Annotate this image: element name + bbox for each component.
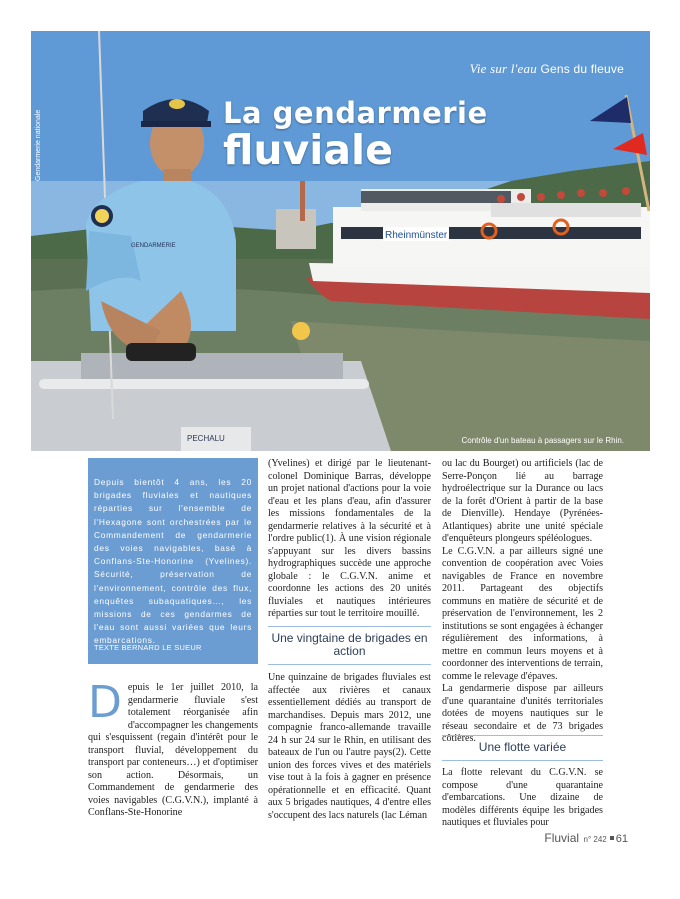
photo-caption: Contrôle d'un bateau à passagers sur le Rhin.: [461, 436, 624, 445]
body-paragraph-2: (Yvelines) et dirigé par le lieutenant-colonel Dominique Barras, développe un projet national d'actions pour la voie d'eau et les plans d'eau, afin d'assurer les missions fondamentales de la gendarmerie relatives à la sécurité et à l'ordre public(1). À une vision régionale s'appuyant sur les divers bassins hydrographiques succède une approche globale : le C.G.V.N. anime et coordonne les actions des 20 unités fluviales et nautiques intérieures réparties sur tout le territoire mouillé.: [268, 458, 431, 619]
boat-name: Rheinmünster: [385, 230, 448, 241]
body-column-3-lower: [442, 767, 603, 830]
section-label-rest: Gens du fleuve: [540, 62, 624, 76]
river-scene-illustration: [31, 31, 650, 451]
body-paragraph-4: ou lac du Bourget) ou artificiels (lac de Serre-Ponçon lié au barrage hydroélectrique sur la Durance ou lacs de la forêt d'Orient à partir de la base de Dienville). Hendaye (Pyrénées-Atlantiques) abrite une unité spéciale d'enquêteurs plongeurs spéléologues.: [442, 458, 603, 544]
body-column-2: [268, 458, 431, 621]
hero-photo: [31, 31, 650, 451]
title-line-1: La gendarmerie: [223, 96, 488, 130]
body-paragraph-1: epuis le 1er juillet 2010, la gendarmerie fluviale s'est totalement réorganisée afin d'accompagner les changements qui s'esquissent (regain d'intérêt pour le transport fluvial, développement du transport par conteneurs…) et d'optimiser son action. Désormais, un Commandement de gendarmerie des voies navigables (C.G.V.N.), implanté à Conflans-Ste-Honorine: [88, 682, 258, 818]
body-paragraph-5: Le C.G.V.N. a par ailleurs signé une convention de coopération avec Voies navigables de France en novembre 2011. Partageant des objectifs communs en matière de sécurité et de préservation de l'environnement, les 2 institutions se sont engagées à échanger régulièrement des informations, à mettre en commun leurs moyens et à coordonner des interventions de terrain, comme le relevage d'épaves.: [442, 545, 603, 682]
intro-box: [88, 458, 258, 664]
body-column-2-lower: [268, 672, 431, 822]
photo-credit: Gendarmerie nationale: [35, 109, 42, 181]
page-folio: [544, 829, 628, 847]
body-paragraph-6: La gendarmerie dispose par ailleurs d'une quarantaine d'unités territoriales dotées de moyens nautiques sur le réseau secondaire et de 73 brigades côtières.: [442, 683, 603, 744]
section-label: [470, 61, 624, 77]
folio-square-icon: [610, 836, 614, 840]
shirt-logo-text: GENDARMERIE: [131, 243, 176, 249]
issue-number: n° 242: [583, 835, 607, 844]
console-label: PECHALU: [187, 434, 225, 443]
intro-text: Depuis bientôt 4 ans, les 20 brigades fluviales et nautiques réparties sur l'ensemble de l'Hexagone sont orchestrées par le Commandement de gendarmerie des voies navigables, basé à Conflans-Ste-Honorine (Yvelines). Sécurité, préservation de l'environnement, contrôle des flux, enquêtes subaquatiques…, les missions de ces gendarmes de l'eau sont aussi variées que leurs embarcations.: [94, 477, 252, 646]
drop-cap: D: [88, 677, 122, 728]
author-credit: TEXTE BERNARD LE SUEUR: [94, 643, 202, 652]
body-column-3: [442, 458, 603, 746]
article-title: [223, 96, 488, 174]
page-number: 61: [615, 833, 628, 845]
subheading-brigades: Une vingtaine de brigades en action: [268, 626, 431, 665]
body-column-1: [88, 677, 258, 820]
body-paragraph-3: Une quinzaine de brigades fluviales est affectée aux rivières et canaux essentiellement dédiés au transport de marchandises. Depuis mars 2012, une compagnie franco-allemande travaille 24 h sur 24 sur le Rhin, en utilisant des bateaux de l'un ou l'autre pays(2). Cette union des forces vives et des matériels vise tout à la fois à gagner en présence opérationnelle et en efficacité. Quant aux 5 brigades nautiques, 4 d'entre elles s'occupent des lacs naturels (lac Léman: [268, 672, 431, 821]
body-paragraph-7: La flotte relevant du C.G.V.N. se compose d'une quarantaine d'embarcations. Une dizaine de modèles différents équipe les brigades nautiques et fluviales pour: [442, 767, 603, 828]
title-line-2: fluviale: [223, 126, 393, 174]
section-label-italic: Vie sur l'eau: [469, 61, 537, 76]
subheading-flotte: Une flotte variée: [442, 735, 603, 761]
magazine-name: Fluvial: [544, 831, 580, 845]
